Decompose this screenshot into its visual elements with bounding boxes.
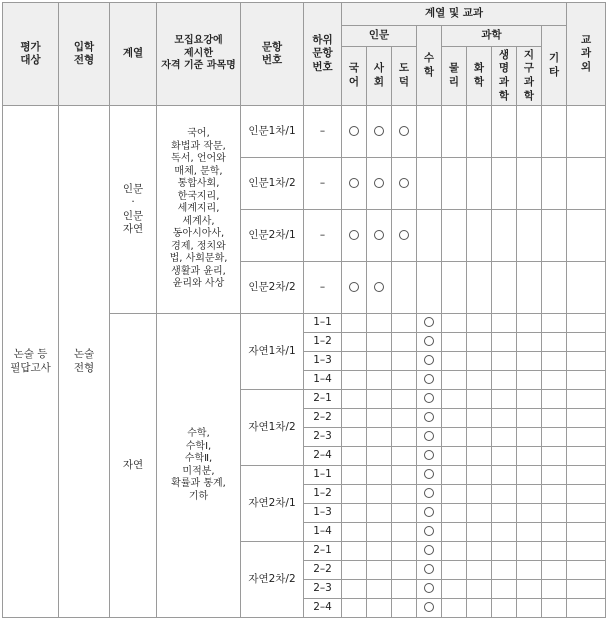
empty-cell: [567, 466, 606, 485]
empty-cell: [442, 158, 467, 210]
header-subjects: 모집요강에 제시한 자격 기준 과목명: [157, 3, 241, 106]
math-mark-cell: [417, 314, 442, 333]
empty-cell: [392, 542, 417, 561]
sub-question-no-cell: 1–3: [304, 504, 342, 523]
empty-cell: [492, 371, 517, 390]
empty-cell: [542, 371, 567, 390]
empty-cell: [367, 333, 392, 352]
empty-cell: [492, 447, 517, 466]
circle-mark-icon: [424, 526, 434, 536]
empty-cell: [442, 314, 467, 333]
empty-cell: [367, 542, 392, 561]
question-no-cell: 자연2차/2: [241, 542, 304, 618]
empty-cell: [342, 485, 367, 504]
empty-cell: [567, 210, 606, 262]
circle-mark-icon: [374, 230, 384, 240]
empty-cell: [467, 447, 492, 466]
circle-mark-icon: [374, 178, 384, 188]
header-chemistry-label: 화학: [473, 62, 485, 88]
circle-mark-icon: [424, 469, 434, 479]
empty-cell: [392, 466, 417, 485]
empty-cell: [392, 523, 417, 542]
korean-mark-cell: [342, 210, 367, 262]
empty-cell: [442, 333, 467, 352]
empty-cell: [542, 428, 567, 447]
empty-cell: [542, 210, 567, 262]
header-math-label: 수학: [423, 51, 435, 78]
empty-cell: [567, 428, 606, 447]
empty-cell: [567, 599, 606, 618]
empty-cell: [392, 485, 417, 504]
math-mark-cell: [417, 599, 442, 618]
empty-cell: [442, 561, 467, 580]
humanities-subjects-cell: 국어, 화법과 작문, 독서, 언어와 매체, 문학, 통합사회, 한국지리, 세계지리, 세계사, 동아시아사, 경제, 정치와 법, 사회문화, 생활과 윤리, 윤리와 사상: [157, 106, 241, 314]
header-korean: [342, 47, 367, 106]
sub-question-dash: –: [304, 158, 342, 210]
empty-cell: [567, 158, 606, 210]
empty-cell: [517, 428, 542, 447]
sub-question-no-cell: 2–3: [304, 580, 342, 599]
sub-question-no-cell: 1–2: [304, 333, 342, 352]
korean-mark-cell: [342, 262, 367, 314]
empty-cell: [567, 106, 606, 158]
empty-cell: [542, 447, 567, 466]
circle-mark-icon: [374, 126, 384, 136]
social-mark-cell: [367, 210, 392, 262]
sub-question-no-cell: 2–1: [304, 390, 342, 409]
empty-cell: [442, 542, 467, 561]
empty-cell: [392, 561, 417, 580]
empty-cell: [467, 485, 492, 504]
science-subjects-cell: 수학, 수학Ⅰ, 수학Ⅱ, 미적분, 확률과 통계, 기하: [157, 314, 241, 618]
sub-question-no-cell: 2–1: [304, 542, 342, 561]
empty-cell: [467, 106, 492, 158]
empty-cell: [542, 466, 567, 485]
circle-mark-icon: [424, 317, 434, 327]
empty-cell: [492, 466, 517, 485]
header-biology: [492, 47, 517, 106]
circle-mark-icon: [424, 431, 434, 441]
empty-cell: [442, 409, 467, 428]
empty-cell: [392, 371, 417, 390]
header-other-label: 기타: [548, 51, 560, 78]
math-mark-cell: [417, 333, 442, 352]
empty-cell: [367, 352, 392, 371]
empty-cell: [517, 504, 542, 523]
sub-question-no-cell: 2–4: [304, 447, 342, 466]
empty-cell: [367, 390, 392, 409]
question-no-cell: 인문2차/2: [241, 262, 304, 314]
sub-question-dash: –: [304, 106, 342, 158]
header-admission-type: 입학 전형: [59, 3, 110, 106]
empty-cell: [442, 504, 467, 523]
empty-cell: [467, 262, 492, 314]
circle-mark-icon: [424, 412, 434, 422]
empty-cell: [492, 262, 517, 314]
empty-cell: [442, 106, 467, 158]
empty-cell: [342, 580, 367, 599]
sub-question-no-cell: 1–1: [304, 314, 342, 333]
empty-cell: [367, 447, 392, 466]
empty-cell: [492, 158, 517, 210]
ethics-mark-cell: [392, 262, 417, 314]
empty-cell: [492, 314, 517, 333]
question-no-cell: 인문2차/1: [241, 210, 304, 262]
empty-cell: [517, 333, 542, 352]
empty-cell: [492, 523, 517, 542]
evaluation-table: [2, 2, 606, 618]
admission-type-cell: 논술 전형: [59, 106, 110, 618]
sub-question-no-cell: 2–4: [304, 599, 342, 618]
empty-cell: [542, 390, 567, 409]
empty-cell: [367, 466, 392, 485]
sub-question-no-cell: 1–2: [304, 485, 342, 504]
empty-cell: [567, 580, 606, 599]
header-social-label: 사회: [373, 62, 385, 88]
empty-cell: [467, 561, 492, 580]
empty-cell: [567, 390, 606, 409]
empty-cell: [567, 314, 606, 333]
empty-cell: [467, 409, 492, 428]
circle-mark-icon: [424, 450, 434, 460]
empty-cell: [467, 599, 492, 618]
table-body: [3, 106, 606, 618]
empty-cell: [467, 523, 492, 542]
science-track-cell: 자연: [110, 314, 157, 618]
empty-cell: [392, 333, 417, 352]
empty-cell: [517, 314, 542, 333]
empty-cell: [442, 523, 467, 542]
empty-cell: [392, 314, 417, 333]
empty-cell: [342, 523, 367, 542]
empty-cell: [517, 561, 542, 580]
empty-cell: [467, 371, 492, 390]
empty-cell: [517, 262, 542, 314]
empty-cell: [542, 262, 567, 314]
eval-target-cell: 논술 등 필답고사: [3, 106, 59, 618]
empty-cell: [567, 352, 606, 371]
header-biology-label: 생명과학: [498, 48, 510, 102]
math-mark-cell: [417, 561, 442, 580]
empty-cell: [517, 599, 542, 618]
empty-cell: [442, 466, 467, 485]
table-row: [3, 106, 606, 158]
empty-cell: [542, 523, 567, 542]
empty-cell: [517, 106, 542, 158]
empty-cell: [467, 428, 492, 447]
empty-cell: [342, 390, 367, 409]
empty-cell: [467, 158, 492, 210]
header-ethics: [392, 47, 417, 106]
header-chemistry: [467, 47, 492, 106]
empty-cell: [467, 504, 492, 523]
header-other: [542, 26, 567, 106]
math-mark-cell: [417, 542, 442, 561]
circle-mark-icon: [424, 393, 434, 403]
empty-cell: [517, 158, 542, 210]
empty-cell: [417, 106, 442, 158]
empty-cell: [467, 466, 492, 485]
empty-cell: [567, 371, 606, 390]
header-track-subjects: 계열 및 교과: [342, 3, 567, 26]
empty-cell: [367, 409, 392, 428]
empty-cell: [492, 333, 517, 352]
empty-cell: [567, 485, 606, 504]
empty-cell: [342, 371, 367, 390]
sub-question-no-cell: 2–2: [304, 409, 342, 428]
empty-cell: [567, 542, 606, 561]
sub-question-dash: –: [304, 262, 342, 314]
empty-cell: [517, 447, 542, 466]
empty-cell: [517, 409, 542, 428]
empty-cell: [442, 599, 467, 618]
empty-cell: [392, 580, 417, 599]
empty-cell: [567, 561, 606, 580]
empty-cell: [417, 262, 442, 314]
math-mark-cell: [417, 580, 442, 599]
empty-cell: [467, 210, 492, 262]
empty-cell: [442, 485, 467, 504]
math-mark-cell: [417, 428, 442, 447]
empty-cell: [542, 158, 567, 210]
question-no-cell: 자연2차/1: [241, 466, 304, 542]
empty-cell: [567, 262, 606, 314]
empty-cell: [342, 333, 367, 352]
empty-cell: [492, 352, 517, 371]
social-mark-cell: [367, 158, 392, 210]
korean-mark-cell: [342, 158, 367, 210]
empty-cell: [442, 352, 467, 371]
empty-cell: [542, 333, 567, 352]
circle-mark-icon: [349, 230, 359, 240]
empty-cell: [542, 580, 567, 599]
circle-mark-icon: [349, 126, 359, 136]
header-science-group: 과학: [442, 26, 542, 47]
math-mark-cell: [417, 485, 442, 504]
empty-cell: [467, 580, 492, 599]
circle-mark-icon: [349, 282, 359, 292]
question-no-cell: 자연1차/1: [241, 314, 304, 390]
circle-mark-icon: [424, 488, 434, 498]
header-eval-target: 평가 대상: [3, 3, 59, 106]
empty-cell: [567, 523, 606, 542]
empty-cell: [367, 428, 392, 447]
empty-cell: [492, 504, 517, 523]
empty-cell: [342, 428, 367, 447]
header-track: 계열: [110, 3, 157, 106]
empty-cell: [542, 561, 567, 580]
empty-cell: [542, 409, 567, 428]
empty-cell: [492, 561, 517, 580]
empty-cell: [392, 504, 417, 523]
empty-cell: [367, 561, 392, 580]
empty-cell: [367, 523, 392, 542]
empty-cell: [442, 447, 467, 466]
header-humanities-group: 인문: [342, 26, 417, 47]
empty-cell: [392, 599, 417, 618]
header-earth: [517, 47, 542, 106]
empty-cell: [517, 523, 542, 542]
empty-cell: [342, 504, 367, 523]
empty-cell: [492, 485, 517, 504]
empty-cell: [367, 371, 392, 390]
empty-cell: [467, 352, 492, 371]
empty-cell: [517, 542, 542, 561]
header-earth-label: 지구과학: [523, 48, 535, 102]
header-question-no: 문항 번호: [241, 3, 304, 106]
header-sub-question-no: 하위 문항 번호: [304, 3, 342, 106]
empty-cell: [442, 262, 467, 314]
empty-cell: [442, 580, 467, 599]
empty-cell: [392, 409, 417, 428]
humanities-track-cell: 인문 · 인문 자연: [110, 106, 157, 314]
empty-cell: [392, 390, 417, 409]
empty-cell: [442, 371, 467, 390]
circle-mark-icon: [399, 126, 409, 136]
empty-cell: [467, 542, 492, 561]
empty-cell: [542, 599, 567, 618]
empty-cell: [517, 371, 542, 390]
math-mark-cell: [417, 390, 442, 409]
circle-mark-icon: [349, 178, 359, 188]
empty-cell: [492, 580, 517, 599]
empty-cell: [342, 409, 367, 428]
empty-cell: [492, 390, 517, 409]
empty-cell: [392, 352, 417, 371]
empty-cell: [467, 333, 492, 352]
empty-cell: [492, 210, 517, 262]
empty-cell: [517, 580, 542, 599]
sub-question-no-cell: 1–1: [304, 466, 342, 485]
empty-cell: [342, 561, 367, 580]
empty-cell: [342, 314, 367, 333]
empty-cell: [367, 599, 392, 618]
empty-cell: [542, 352, 567, 371]
question-no-cell: 인문1차/2: [241, 158, 304, 210]
header-ethics-label: 도덕: [398, 62, 410, 88]
math-mark-cell: [417, 523, 442, 542]
ethics-mark-cell: [392, 106, 417, 158]
circle-mark-icon: [424, 336, 434, 346]
empty-cell: [492, 428, 517, 447]
header-math: [417, 26, 442, 106]
empty-cell: [542, 314, 567, 333]
empty-cell: [492, 106, 517, 158]
empty-cell: [542, 485, 567, 504]
empty-cell: [517, 210, 542, 262]
empty-cell: [517, 352, 542, 371]
empty-cell: [342, 542, 367, 561]
header-extracurricular-label: 교과외: [581, 33, 592, 73]
circle-mark-icon: [424, 602, 434, 612]
empty-cell: [567, 504, 606, 523]
empty-cell: [342, 599, 367, 618]
empty-cell: [442, 390, 467, 409]
empty-cell: [367, 504, 392, 523]
social-mark-cell: [367, 262, 392, 314]
circle-mark-icon: [374, 282, 384, 292]
ethics-mark-cell: [392, 158, 417, 210]
empty-cell: [517, 390, 542, 409]
header-physics: [442, 47, 467, 106]
empty-cell: [442, 210, 467, 262]
empty-cell: [567, 333, 606, 352]
empty-cell: [492, 542, 517, 561]
ethics-mark-cell: [392, 210, 417, 262]
empty-cell: [542, 106, 567, 158]
header-extracurricular: [567, 3, 606, 106]
question-no-cell: 자연1차/2: [241, 390, 304, 466]
empty-cell: [492, 599, 517, 618]
empty-cell: [517, 466, 542, 485]
empty-cell: [367, 485, 392, 504]
empty-cell: [342, 447, 367, 466]
empty-cell: [392, 428, 417, 447]
circle-mark-icon: [399, 230, 409, 240]
math-mark-cell: [417, 466, 442, 485]
question-no-cell: 인문1차/1: [241, 106, 304, 158]
empty-cell: [467, 314, 492, 333]
sub-question-no-cell: 1–4: [304, 523, 342, 542]
circle-mark-icon: [424, 507, 434, 517]
empty-cell: [492, 409, 517, 428]
math-mark-cell: [417, 352, 442, 371]
header-korean-label: 국어: [348, 62, 360, 88]
circle-mark-icon: [424, 374, 434, 384]
math-mark-cell: [417, 504, 442, 523]
empty-cell: [417, 158, 442, 210]
empty-cell: [542, 542, 567, 561]
empty-cell: [342, 466, 367, 485]
math-mark-cell: [417, 447, 442, 466]
empty-cell: [342, 352, 367, 371]
empty-cell: [442, 428, 467, 447]
social-mark-cell: [367, 106, 392, 158]
sub-question-no-cell: 1–4: [304, 371, 342, 390]
sub-question-no-cell: 1–3: [304, 352, 342, 371]
circle-mark-icon: [424, 355, 434, 365]
empty-cell: [567, 409, 606, 428]
empty-cell: [467, 390, 492, 409]
sub-question-no-cell: 2–2: [304, 561, 342, 580]
sub-question-no-cell: 2–3: [304, 428, 342, 447]
empty-cell: [367, 580, 392, 599]
empty-cell: [367, 314, 392, 333]
header-physics-label: 물리: [448, 62, 460, 88]
header-social: [367, 47, 392, 106]
empty-cell: [542, 504, 567, 523]
empty-cell: [567, 447, 606, 466]
sub-question-dash: –: [304, 210, 342, 262]
korean-mark-cell: [342, 106, 367, 158]
empty-cell: [392, 447, 417, 466]
circle-mark-icon: [424, 583, 434, 593]
math-mark-cell: [417, 371, 442, 390]
circle-mark-icon: [424, 545, 434, 555]
circle-mark-icon: [424, 564, 434, 574]
circle-mark-icon: [399, 178, 409, 188]
empty-cell: [417, 210, 442, 262]
math-mark-cell: [417, 409, 442, 428]
empty-cell: [517, 485, 542, 504]
